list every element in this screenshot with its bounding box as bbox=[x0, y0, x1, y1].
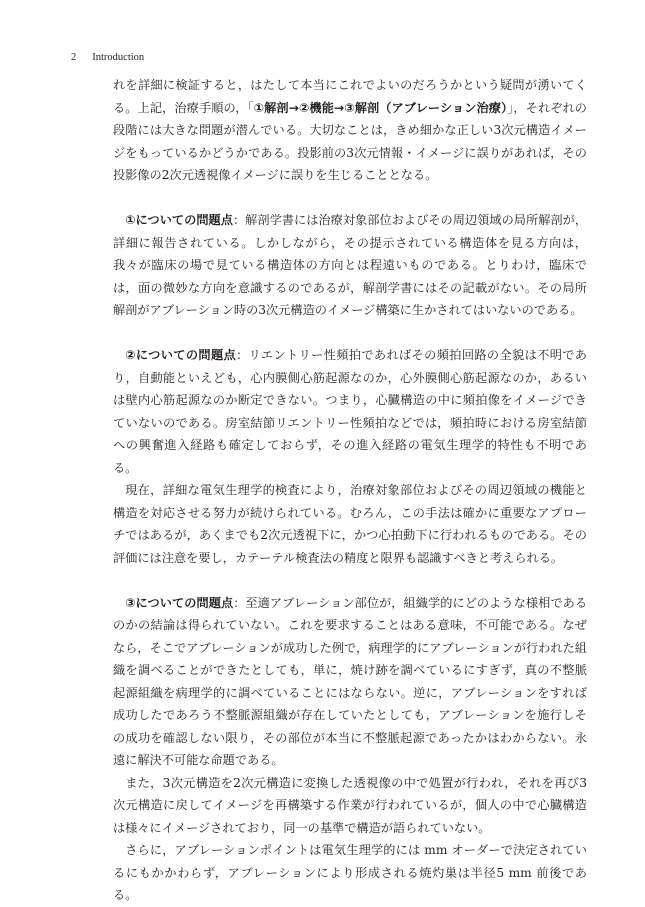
paragraph-text: また，3次元構造を2次元構造に変換した透視像の中で処置が行われ，それを再び3次元構造に戻してイメージを再構築する作業が行われているが，個人の中で心臓構造は様々にイメージされており，同一の基準で構造が語られていない。 bbox=[113, 775, 587, 835]
paragraph-text: ：解剖学書には治療対象部位およびその周辺領域の局所解剖が，詳細に報告されている。しかしながら，その提示されている構造体を見る方向は，我々が臨床の場で見ている構造体の方向とは程遠いものである。とりわけ，臨床では，面の微妙な方向を意識するのであるが，解剖学書にはその記載がない。その局所解剖がアブレーション時の3次元構造のイメージ構築に生かされてはいないのである。 bbox=[113, 213, 588, 317]
paragraph-text: ：リエントリー性頻拍であればその頻拍回路の全貌は不明であり，自動能といえども，心内膜側心筋起源なのか，心外膜側心筋起源なのか，あるいは壁内心筋起源なのか断定できない。つまり，心臓構造の中に頻拍像をイメージできていないのである。房室結節リエントリー性頻拍などでは，頻拍時における房室結節への興奮進入経路も確定しておらず，その進入経路の電気生理学的特性も不明である。 bbox=[113, 348, 587, 475]
paragraph-text: 」，それぞれの段階には大きな問題が潜んでいる。大切なことは，きめ細かな正しい3次元構造イメージをもっているかどうかである。投影前の3次元情報・イメージに誤りがあれば，その投影像の2次元透視像イメージに誤りを生じることとなる。 bbox=[113, 100, 587, 182]
section-title: Introduction bbox=[92, 52, 145, 63]
paragraph-text: 現在，詳細な電気生理学的検査により，治療対象部位およびその周辺領域の機能と構造を対応させる努力が続けられている。むろん，この手法は確かに重要なアプローチではあるが，あくまでも2次元透視下に，かつ心拍動下に行われるものである。その評価には注意を要し，カテーテル検査法の精度と限界も認識すべきと考えられる。 bbox=[113, 483, 587, 565]
problem-2-heading: ②についての問題点 bbox=[125, 348, 237, 362]
paragraph-problem-2 bbox=[113, 344, 587, 479]
paragraph-current-approach bbox=[113, 479, 587, 569]
paragraph-ablation-scale bbox=[113, 839, 587, 907]
body-text bbox=[113, 74, 587, 907]
paragraph-text: れを詳細に検証すると，はたして本当にこれでよいのだろうかという疑問が湧いてくる。上記，治療手順の，「 bbox=[113, 78, 587, 115]
paragraph-text: ：至適アブレーション部位が，組織学的にどのような様相であるのかの結論は得られていない。これを要求することはある意味，不可能である。なぜなら，そこでアブレーションが成功した例で，病理学的にアブレーションが行われた組織を調べることができたとしても，単に，焼け跡を調べているにすぎず，真の不整脈起源組織を病理学的に調べていることにはならない。逆に，アブレーションをすれば成功したであろう不整脈源組織が存在していたとしても，アブレーションを施行しその成功を確認しない限り，その部位が本当に不整脈起源であったかはわからない。永遠に解決不可能な命題である。 bbox=[113, 595, 588, 767]
treatment-steps-highlight: ①解剖→②機能→③解剖（アブレーション治療） bbox=[253, 100, 508, 115]
page-number: 2 bbox=[71, 52, 77, 63]
paragraph-continued bbox=[113, 74, 587, 187]
paragraph-text: さらに，アブレーションポイントは電気生理学的には mm オーダーで決定されているにもかかわらず，アブレーションにより形成される焼灼巣は半径5 mm 前後である。 bbox=[113, 843, 587, 902]
problem-3-heading: ③についての問題点 bbox=[125, 595, 234, 610]
running-head bbox=[71, 51, 144, 65]
paragraph-3d-reconstruction bbox=[113, 772, 587, 840]
paragraph-problem-1 bbox=[113, 209, 587, 322]
problem-1-heading: ①についての問題点 bbox=[125, 213, 233, 227]
paragraph-problem-3 bbox=[113, 592, 587, 772]
